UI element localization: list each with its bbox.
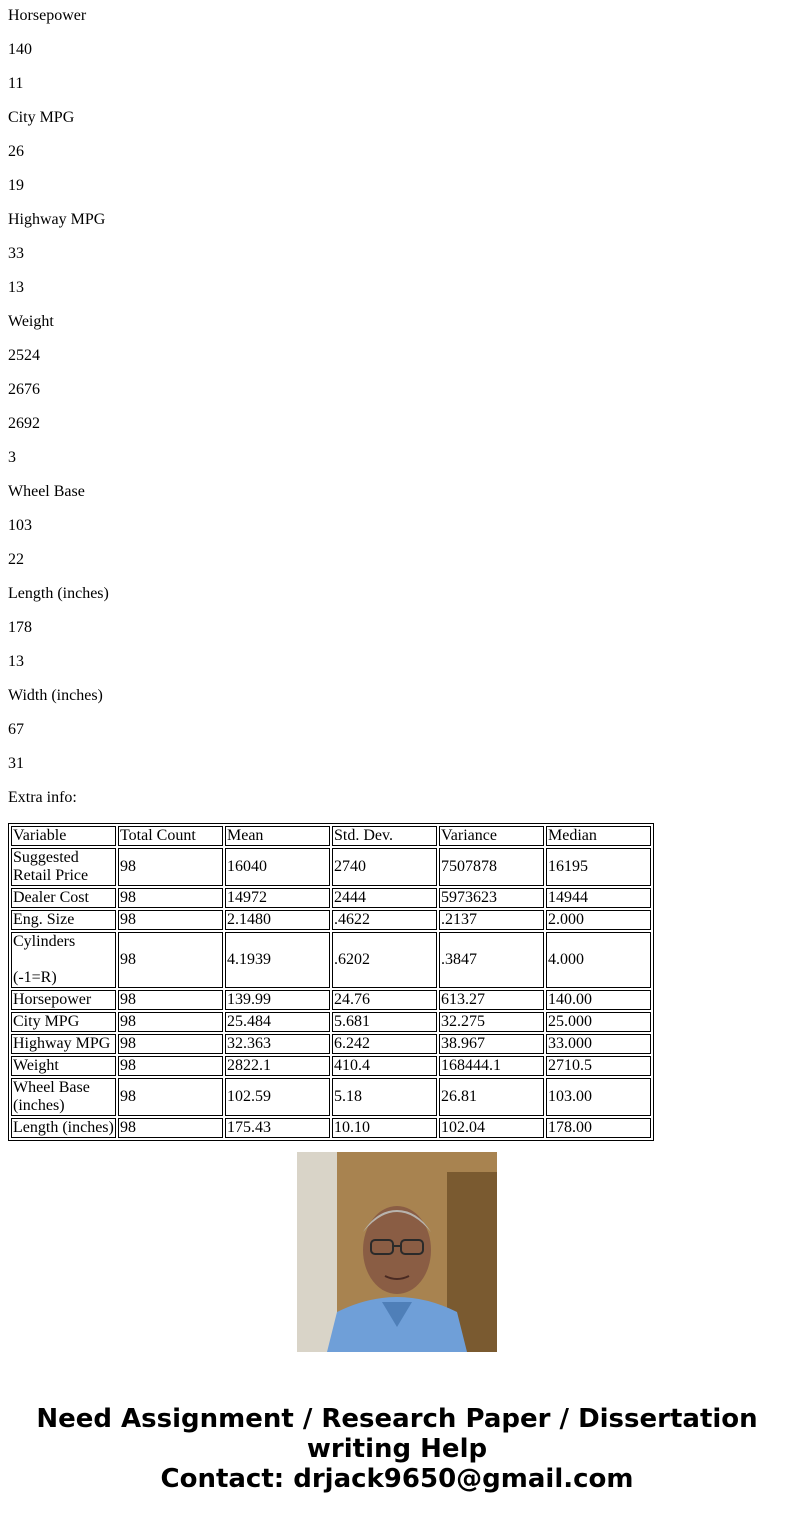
value-cell: 613.27 — [439, 990, 544, 1010]
value-cell: .6202 — [332, 932, 437, 988]
promo-message — [0, 1404, 794, 1494]
text-line: 2524 — [8, 347, 40, 364]
extra-info-label: Extra info: — [8, 789, 77, 806]
text-line: City MPG — [8, 109, 75, 126]
stats-table — [8, 823, 654, 1141]
column-header: Total Count — [118, 826, 223, 846]
text-line: Highway MPG — [8, 211, 106, 228]
table-row — [11, 1078, 651, 1116]
variable-cell: Wheel Base (inches) — [11, 1078, 116, 1116]
value-cell: 103.00 — [546, 1078, 651, 1116]
text-line: Length (inches) — [8, 585, 109, 602]
table-row — [11, 1012, 651, 1032]
value-cell: 140.00 — [546, 990, 651, 1010]
value-cell: 33.000 — [546, 1034, 651, 1054]
value-cell: 98 — [118, 990, 223, 1010]
value-cell: 175.43 — [225, 1118, 330, 1138]
table-row — [11, 910, 651, 930]
column-header: Variance — [439, 826, 544, 846]
value-cell: 102.04 — [439, 1118, 544, 1138]
table-row — [11, 1118, 651, 1138]
value-cell: 5973623 — [439, 888, 544, 908]
value-cell: 26.81 — [439, 1078, 544, 1116]
text-line: 2676 — [8, 381, 40, 398]
table-row — [11, 1056, 651, 1076]
variable-cell: Highway MPG — [11, 1034, 116, 1054]
value-cell: .4622 — [332, 910, 437, 930]
variable-cell: Weight — [11, 1056, 116, 1076]
value-cell: 98 — [118, 1034, 223, 1054]
value-cell: 98 — [118, 888, 223, 908]
text-line: 19 — [8, 177, 24, 194]
variable-cell: Length (inches) — [11, 1118, 116, 1138]
table-row — [11, 848, 651, 886]
promo-line-2: writing Help — [306, 1434, 488, 1464]
text-line: 26 — [8, 143, 24, 160]
value-cell: 2710.5 — [546, 1056, 651, 1076]
column-header: Std. Dev. — [332, 826, 437, 846]
promo-line-1: Need Assignment / Research Paper / Dissertation — [36, 1404, 758, 1434]
variable-cell: Dealer Cost — [11, 888, 116, 908]
promo-contact[interactable]: Contact: drjack9650@gmail.com — [160, 1464, 634, 1494]
variable-cell: Suggested Retail Price — [11, 848, 116, 886]
text-line: 13 — [8, 653, 24, 670]
variable-cell: Cylinders (-1=R) — [11, 932, 116, 988]
column-header: Median — [546, 826, 651, 846]
text-line: 31 — [8, 755, 24, 772]
value-cell: 98 — [118, 910, 223, 930]
value-cell: 5.681 — [332, 1012, 437, 1032]
text-line: 140 — [8, 41, 32, 58]
text-line: 33 — [8, 245, 24, 262]
text-line: Wheel Base — [8, 483, 85, 500]
value-cell: 14944 — [546, 888, 651, 908]
value-cell: 2.000 — [546, 910, 651, 930]
value-cell: 2740 — [332, 848, 437, 886]
value-cell: 38.967 — [439, 1034, 544, 1054]
value-cell: 98 — [118, 932, 223, 988]
value-cell: 98 — [118, 1056, 223, 1076]
document-body — [8, 0, 778, 816]
author-portrait-icon — [297, 1152, 497, 1352]
value-cell: 14972 — [225, 888, 330, 908]
text-line: 13 — [8, 279, 24, 296]
value-cell: 178.00 — [546, 1118, 651, 1138]
value-cell: 139.99 — [225, 990, 330, 1010]
value-cell: .3847 — [439, 932, 544, 988]
variable-cell: Horsepower — [11, 990, 116, 1010]
value-cell: 2444 — [332, 888, 437, 908]
stats-table-viewport — [8, 823, 668, 1136]
text-line: 2692 — [8, 415, 40, 432]
value-cell: 410.4 — [332, 1056, 437, 1076]
table-row — [11, 1034, 651, 1054]
value-cell: 98 — [118, 848, 223, 886]
variable-cell: City MPG — [11, 1012, 116, 1032]
table-row — [11, 990, 651, 1010]
value-cell: 6.242 — [332, 1034, 437, 1054]
text-line: 103 — [8, 517, 32, 534]
value-cell: 5.18 — [332, 1078, 437, 1116]
text-line: 67 — [8, 721, 24, 738]
value-cell: 98 — [118, 1012, 223, 1032]
value-cell: 4.000 — [546, 932, 651, 988]
column-header: Variable — [11, 826, 116, 846]
variable-cell: Eng. Size — [11, 910, 116, 930]
value-cell: 102.59 — [225, 1078, 330, 1116]
value-cell: 25.000 — [546, 1012, 651, 1032]
value-cell: .2137 — [439, 910, 544, 930]
text-line: 22 — [8, 551, 24, 568]
text-line: 3 — [8, 449, 16, 466]
value-cell: 2822.1 — [225, 1056, 330, 1076]
table-row — [11, 888, 651, 908]
value-cell: 32.363 — [225, 1034, 330, 1054]
text-line: Horsepower — [8, 7, 87, 24]
column-header: Mean — [225, 826, 330, 846]
text-line: 11 — [8, 75, 24, 92]
value-cell: 98 — [118, 1078, 223, 1116]
value-cell: 10.10 — [332, 1118, 437, 1138]
table-header-row — [11, 826, 651, 846]
value-cell: 16040 — [225, 848, 330, 886]
table-row — [11, 932, 651, 988]
value-cell: 168444.1 — [439, 1056, 544, 1076]
value-cell: 25.484 — [225, 1012, 330, 1032]
value-cell: 16195 — [546, 848, 651, 886]
value-cell: 98 — [118, 1118, 223, 1138]
text-line: Weight — [8, 313, 54, 330]
value-cell: 24.76 — [332, 990, 437, 1010]
value-cell: 7507878 — [439, 848, 544, 886]
text-line: 178 — [8, 619, 32, 636]
text-line: Width (inches) — [8, 687, 103, 704]
value-cell: 2.1480 — [225, 910, 330, 930]
value-cell: 4.1939 — [225, 932, 330, 988]
value-cell: 32.275 — [439, 1012, 544, 1032]
author-avatar — [297, 1152, 497, 1352]
